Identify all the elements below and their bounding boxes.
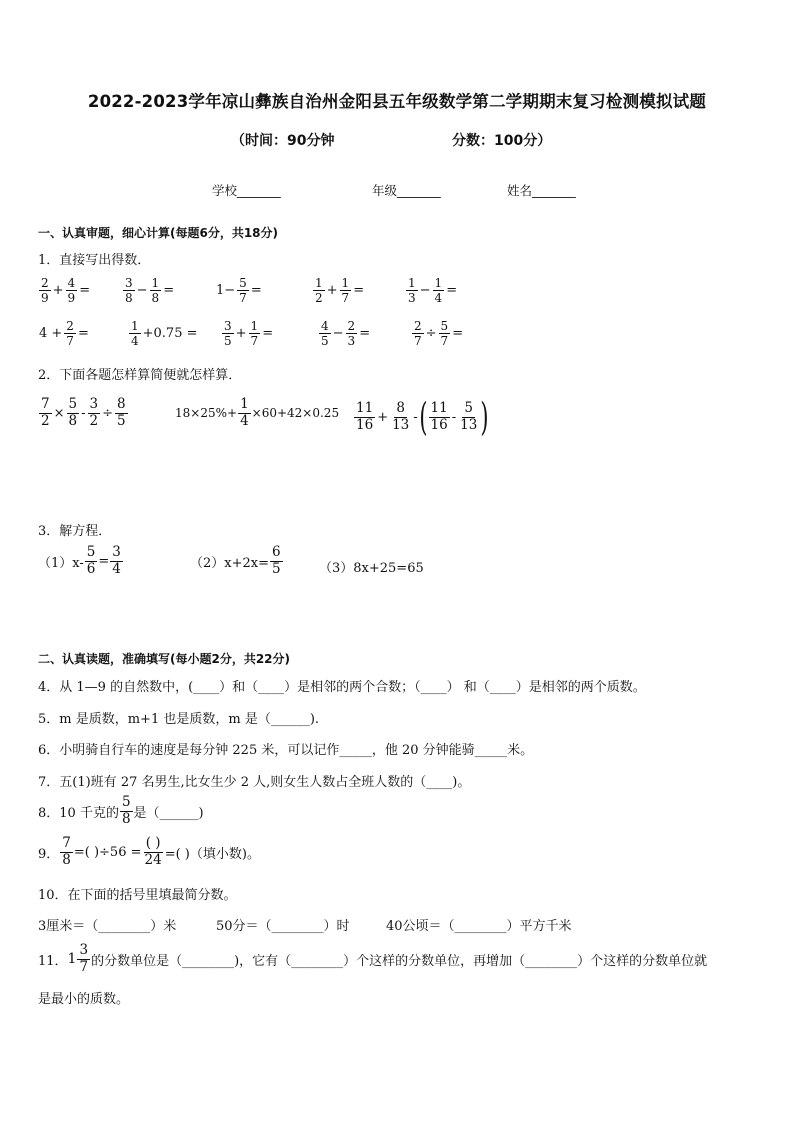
q2-expression-3: $\frac{11}{16}$ + $\frac{8}{13}$ - ( $\frac{11}{16}$ - $\frac{5}{13}$ ) bbox=[356, 395, 489, 439]
q2-expression-1: $\frac{7}{2}$ × $\frac{5}{8}$ - $\frac{3}{2}$ ÷ $\frac{8}{5}$ bbox=[41, 396, 126, 429]
question-5: 5．m 是质数，m+1 也是质数，m 是（______). bbox=[38, 712, 320, 727]
q1-item-10: $\frac{2}{7}$ ÷ $\frac{5}{7}$ = bbox=[414, 319, 464, 348]
q3-equation-3: （3）8x+25=65 bbox=[319, 561, 424, 576]
question-11-continued: 是最小的质数。 bbox=[38, 992, 130, 1007]
q1-item-3: 1− $\frac{5}{7}$ = bbox=[216, 276, 262, 305]
name-field: 姓名_______ bbox=[507, 183, 576, 198]
q10-item-2: 50分＝（________）时 bbox=[216, 919, 350, 934]
q1-item-9: $\frac{4}{5}$ − $\frac{2}{3}$ = bbox=[321, 319, 371, 348]
grade-field: 年级_______ bbox=[372, 183, 441, 198]
question-7: 7．五(1)班有 27 名男生,比女生少 2 人,则女生人数占全班人数的（____)。 bbox=[38, 775, 471, 790]
question-4: 4．从 1—9 的自然数中，(____）和（____）是相邻的两个合数；（____） 和（____）是相邻的两个质数。 bbox=[38, 680, 646, 695]
q10-item-1: 3厘米＝（________）米 bbox=[38, 919, 177, 934]
q1-item-7: $\frac{1}{4}$ +0.75 = bbox=[131, 319, 198, 348]
section-1-heading: 一、认真审题，细心计算(每题6分，共18分) bbox=[38, 226, 279, 240]
q1-item-8: $\frac{3}{5}$ + $\frac{1}{7}$ = bbox=[224, 319, 274, 348]
exam-title: 2022-2023学年凉山彝族自治州金阳县五年级数学第二学期期末复习检测模拟试题 bbox=[87, 92, 707, 111]
question-6: 6．小明骑自行车的速度是每分钟 225 米，可以记作_____，他 20 分钟能骑_____米。 bbox=[38, 743, 534, 758]
school-field: 学校_______ bbox=[212, 183, 281, 198]
q1-item-1: $\frac{2}{9}$ + $\frac{4}{9}$ = bbox=[41, 276, 91, 305]
exam-time: （时间：90分钟 bbox=[231, 133, 335, 149]
question-11: 11． 1 $\frac{3}{7}$ 的分数单位是（________)，它有（________）个这样的分数单位，再增加（________）个这样的分数单位就 bbox=[38, 942, 708, 975]
question-2-label: 2．下面各题怎样算简便就怎样算． bbox=[38, 368, 242, 383]
q1-item-6: 4 + $\frac{2}{7}$ = bbox=[39, 319, 89, 348]
q2-expression-2: 18×25%+ $\frac{1}{4}$ ×60+42×0.25 bbox=[175, 396, 340, 429]
q1-item-2: $\frac{3}{8}$ − $\frac{1}{8}$ = bbox=[125, 276, 175, 305]
q10-item-3: 40公顷＝（________）平方千米 bbox=[386, 919, 572, 934]
q3-equation-2: （2）x+2x= $\frac{6}{5}$ bbox=[190, 544, 281, 577]
exam-score: 分数：100分） bbox=[452, 133, 552, 149]
section-2-heading: 二、认真读题，准确填写(每小题2分，共22分) bbox=[38, 652, 291, 666]
q3-equation-1: （1）x- $\frac{5}{6}$ = $\frac{3}{4}$ bbox=[38, 544, 121, 577]
q1-item-5: $\frac{1}{3}$ − $\frac{1}{4}$ = bbox=[408, 276, 458, 305]
question-10: 10．在下面的括号里填最简分数。 bbox=[38, 888, 237, 903]
question-8: 8．10 千克的 $\frac{5}{8}$ 是（______) bbox=[38, 794, 204, 827]
q1-item-4: $\frac{1}{2}$ + $\frac{1}{7}$ = bbox=[315, 276, 365, 305]
question-9: 9． $\frac{7}{8}$ =( )÷56 = $\frac{( )}{24}$ =( )（填小数)。 bbox=[38, 835, 260, 868]
question-1-label: 1．直接写出得数． bbox=[38, 253, 151, 268]
question-3-label: 3．解方程． bbox=[38, 524, 112, 539]
